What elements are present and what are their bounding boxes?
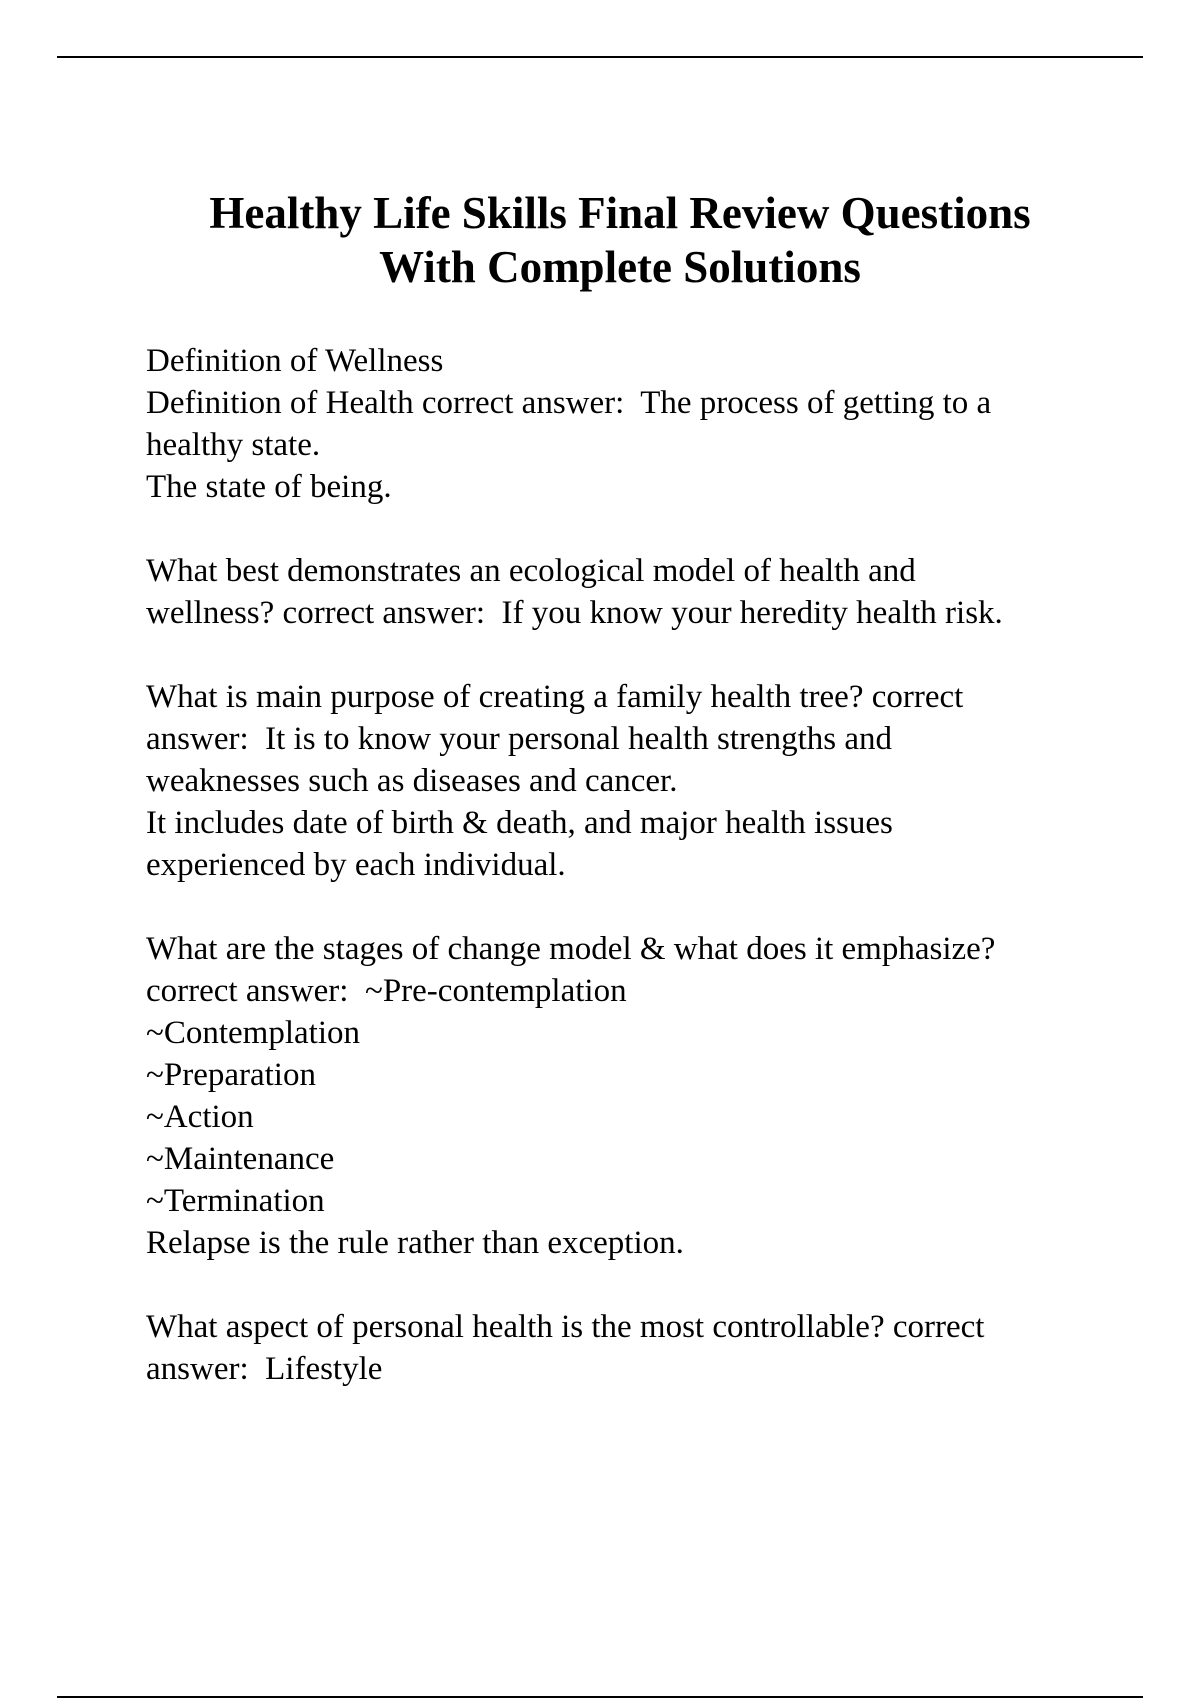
text-line: weaknesses such as diseases and cancer. [146, 763, 678, 799]
qa-block-controllable-aspect [146, 1306, 1106, 1390]
text-line: What is main purpose of creating a family health tree? correct [146, 679, 964, 715]
text-line: ~Maintenance [146, 1141, 335, 1177]
top-rule [57, 56, 1143, 58]
text-line: ~Termination [146, 1183, 325, 1219]
title-line: With Complete Solutions [379, 242, 861, 292]
document-title [0, 186, 1200, 294]
text-line: experienced by each individual. [146, 847, 566, 883]
text-line: What aspect of personal health is the most controllable? correct [146, 1309, 985, 1345]
text-line: Definition of Wellness [146, 343, 444, 379]
text-line: answer: It is to know your personal health strengths and [146, 721, 893, 757]
text-line: The state of being. [146, 469, 392, 505]
text-line: ~Contemplation [146, 1015, 361, 1051]
text-line: It includes date of birth & death, and major health issues [146, 805, 893, 841]
text-line: What best demonstrates an ecological model of health and [146, 553, 916, 589]
text-line: healthy state. [146, 427, 321, 463]
text-line: ~Preparation [146, 1057, 316, 1093]
qa-block-ecological-model [146, 550, 1106, 634]
text-line: Definition of Health correct answer: The process of getting to a [146, 385, 992, 421]
text-line: correct answer: ~Pre-contemplation [146, 973, 627, 1009]
text-line: wellness? correct answer: If you know your heredity health risk. [146, 595, 1003, 631]
text-line: answer: Lifestyle [146, 1351, 383, 1387]
qa-block-wellness-health [146, 340, 1106, 508]
text-line: Relapse is the rule rather than exception. [146, 1225, 684, 1261]
text-line: ~Action [146, 1099, 254, 1135]
bottom-rule [57, 1696, 1143, 1698]
qa-block-stages-of-change [146, 928, 1106, 1264]
text-line: What are the stages of change model & what does it emphasize? [146, 931, 996, 967]
title-line: Healthy Life Skills Final Review Questions [209, 188, 1031, 238]
qa-block-family-health-tree [146, 676, 1106, 886]
document-body [146, 340, 1106, 1432]
